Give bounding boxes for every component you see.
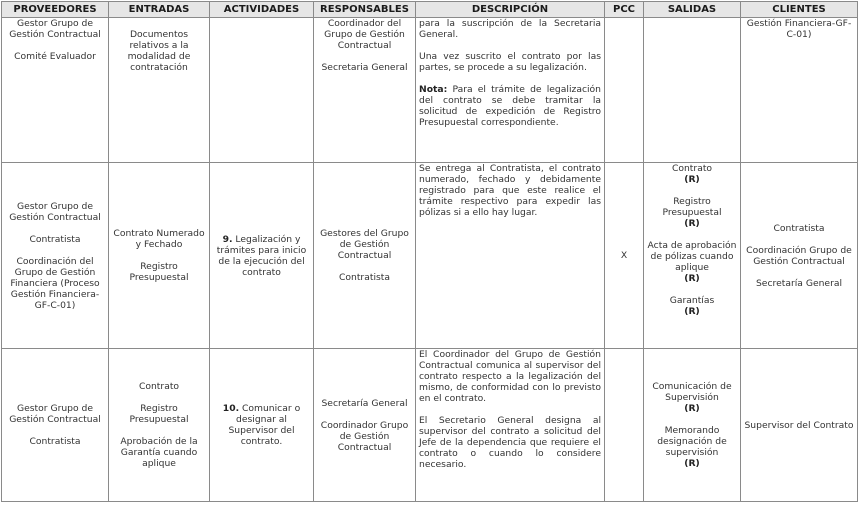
activity-text: Comunicar o designar al Supervisor del contrato. — [228, 403, 301, 447]
proveedor: Comité Evaluador — [14, 51, 96, 62]
activity-number: 9. — [222, 233, 233, 245]
proveedor: Contratista — [29, 436, 81, 447]
descripcion-paragraph: Una vez suscrito el contrato por las partes, se procede a su legalización. — [419, 51, 601, 73]
entradas-cell — [109, 349, 210, 502]
salidas-cell — [644, 18, 741, 163]
entradas-cell — [109, 163, 210, 349]
salida-name: Registro Presupuestal — [662, 196, 722, 218]
salida-name: Garantías — [669, 295, 715, 306]
responsable: Secretaría General — [321, 397, 408, 409]
descripcion-cell — [416, 349, 605, 502]
table-row — [2, 18, 858, 163]
entradas-cell — [109, 18, 210, 163]
responsable: Contratista — [338, 272, 391, 283]
actividades-cell — [210, 163, 314, 349]
proveedor: Gestor Grupo de Gestión Contractual — [9, 200, 101, 223]
salida-tag: (R) — [684, 273, 700, 284]
entrada: Registro Presupuestal — [129, 403, 189, 425]
pcc-cell — [605, 18, 644, 163]
proveedores-cell — [2, 349, 109, 502]
header-proveedores: PROVEEDORES — [2, 2, 109, 18]
nota-text: Para el trámite de legalización del contrato se debe tramitar la solicitud de expedición de Registro Presupuestal correspondiente. — [419, 84, 602, 128]
header-salidas: SALIDAS — [644, 2, 741, 18]
cliente: Secretaría General — [755, 277, 843, 289]
descripcion-cell — [416, 163, 605, 349]
entrada: Documentos relativos a la modalidad de contratación — [127, 29, 191, 73]
proveedor: Contratista — [29, 233, 81, 245]
salida-tag: (R) — [684, 306, 700, 317]
responsable: Coordinador del Grupo de Gestión Contractual — [324, 18, 405, 51]
responsables-cell — [314, 163, 416, 349]
salidas-cell — [644, 349, 741, 502]
header-responsables: RESPONSABLES — [314, 2, 416, 18]
actividades-cell — [210, 18, 314, 163]
activity-number: 10. — [222, 403, 240, 414]
responsables-cell — [314, 18, 416, 163]
salida-name: Contrato — [671, 163, 713, 174]
salida-tag: (R) — [684, 218, 700, 229]
entrada: Contrato Numerado y Fechado — [113, 228, 205, 250]
pcc-mark: X — [620, 250, 628, 261]
entrada: Aprobación de la Garantía cuando aplique — [120, 436, 198, 469]
descripcion-cell — [416, 18, 605, 163]
header-descripcion: DESCRIPCIÓN — [416, 2, 605, 18]
proveedor: Coordinación del Grupo de Gestión Financiera (Proceso Gestión Financiera-GF-C-01) — [10, 255, 100, 311]
responsable: Coordinador Grupo de Gestión Contractual — [320, 419, 409, 453]
header-entradas: ENTRADAS — [109, 2, 210, 18]
clientes-cell — [741, 18, 858, 163]
descripcion-paragraph: para la suscripción de la Secretaria General. — [419, 18, 601, 40]
proveedor: Gestor Grupo de Gestión Contractual — [9, 403, 101, 425]
salida-tag: (R) — [684, 403, 700, 414]
procedure-table — [1, 1, 858, 502]
descripcion-paragraph: Se entrega al Contratista, el contrato numerado, fechado y debidamente registrado para que este realice el trámite respectivo para expedir las pólizas si a ello hay lugar. — [419, 163, 601, 218]
pcc-cell — [605, 163, 644, 349]
salida-name: Memorando designación de supervisión — [657, 425, 727, 458]
proveedores-cell — [2, 18, 109, 163]
proveedor: Gestor Grupo de Gestión Contractual — [9, 18, 101, 40]
descripcion-paragraph: El Secretario General designa al supervisor del contrato a solicitud del Jefe de la dependencia que requiere el contrato o cuando lo considere necesario. — [419, 415, 601, 470]
responsables-cell — [314, 349, 416, 502]
clientes-cell — [741, 349, 858, 502]
header-pcc: PCC — [605, 2, 644, 18]
salidas-cell — [644, 163, 741, 349]
table-row — [2, 349, 858, 502]
activity-text: Legalización y trámites para inicio de la ejecución del contrato — [216, 233, 307, 278]
header-clientes: CLIENTES — [741, 2, 858, 18]
cliente: Coordinación Grupo de Gestión Contractual — [746, 244, 852, 267]
proveedores-cell — [2, 163, 109, 349]
salida-name: Comunicación de Supervisión — [652, 381, 732, 403]
nota-paragraph — [419, 84, 601, 128]
salida-name: Acta de aprobación de pólizas cuando aplique — [647, 240, 737, 273]
pcc-cell — [605, 349, 644, 502]
responsable: Gestores del Grupo de Gestión Contractual — [320, 228, 409, 261]
cliente: Gestión Financiera-GF-C-01) — [746, 18, 852, 40]
descripcion-paragraph: El Coordinador del Grupo de Gestión Contractual comunica al supervisor del contrato respecto a la legalización del mismo, de conformidad con lo previsto en el contrato. — [419, 349, 601, 404]
cliente: Supervisor del Contrato — [744, 419, 854, 431]
clientes-cell — [741, 163, 858, 349]
responsable: Secretaria General — [321, 62, 408, 73]
actividades-cell — [210, 349, 314, 502]
cliente: Contratista — [773, 222, 825, 234]
header-actividades: ACTIVIDADES — [210, 2, 314, 18]
salida-tag: (R) — [684, 174, 700, 185]
entrada: Contrato — [138, 381, 180, 392]
entrada: Registro Presupuestal — [129, 261, 189, 283]
salida-tag: (R) — [684, 458, 700, 469]
header-row — [2, 2, 858, 18]
table-row — [2, 163, 858, 349]
nota-label: Nota: — [419, 84, 448, 95]
